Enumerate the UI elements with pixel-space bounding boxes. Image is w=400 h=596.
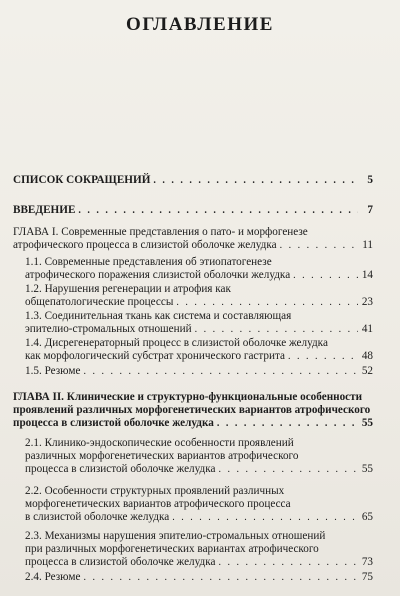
toc-leader-dots (78, 204, 358, 217)
section-title-line: различных морфогенетических вариантов атрофического (25, 450, 299, 462)
toc-page-number: 55 (361, 417, 373, 429)
toc-page-number: 75 (361, 571, 373, 583)
toc-page-number: 65 (361, 511, 373, 523)
toc-leader-dots (153, 174, 358, 187)
section-title-line: процесса в слизистой оболочке желудка (25, 556, 216, 568)
toc-chapter-2[interactable] (13, 391, 373, 430)
toc-section-1-5[interactable] (25, 365, 373, 378)
section-title-line: 2.4. Резюме (25, 571, 81, 583)
toc-section-2-1[interactable] (25, 437, 373, 476)
section-title-line: процесса в слизистой оболочке желудка (25, 463, 216, 475)
toc-entry-abbreviations[interactable] (13, 174, 373, 187)
section-title-line: атрофического поражения слизистой оболочки желудка (25, 269, 291, 281)
toc-section-1-4[interactable] (25, 337, 373, 363)
toc-page-number: 41 (361, 323, 373, 335)
section-title-line: эпителио-стромальных отношений (25, 323, 192, 335)
toc-page-number: 52 (361, 365, 373, 377)
section-title-line: при различных морфогенетических вариантах атрофического (25, 543, 319, 555)
toc-chapter-1[interactable] (13, 226, 373, 252)
section-title-line: 1.4. Дисрегенераторный процесс в слизистой оболочке желудка (25, 337, 328, 349)
toc-section-2-2[interactable] (25, 485, 373, 524)
section-title-line: 1.3. Соединительная ткань как система и составляющая (25, 310, 292, 322)
toc-page-number: 48 (361, 350, 373, 362)
page-title: ОГЛАВЛЕНИЕ (126, 14, 274, 35)
toc-page-number: 14 (361, 269, 373, 281)
section-title-line: в слизистой оболочке желудка (25, 511, 170, 523)
toc-page-number: 73 (361, 556, 373, 568)
toc-section-1-1[interactable] (25, 256, 373, 282)
toc-leader-dots (172, 511, 358, 524)
chapter-title-line: проявлений различных морфогенетических вариантов атрофического (13, 404, 371, 416)
chapter-title-line: ГЛАВА II. Клинические и структурно-функциональные особенности (13, 391, 363, 403)
section-title-line: как морфологический субстрат хронического гастрита (25, 350, 285, 362)
section-title-line: 2.3. Механизмы нарушения эпителио-стромальных отношений (25, 530, 326, 542)
chapter-title-line: процесса в слизистой оболочке желудка (13, 417, 214, 429)
section-title-line: 1.5. Резюме (25, 365, 81, 377)
toc-leader-dots (176, 296, 358, 309)
section-title-line: 1.1. Современные представления об этиопатогенезе (25, 256, 272, 268)
section-title-line: морфогенетических вариантов атрофического процесса (25, 498, 291, 510)
toc-section-2-3[interactable] (25, 530, 373, 569)
chapter-title-line: ГЛАВА I. Современные представления о пато- и морфогенезе (13, 226, 308, 238)
toc-page-number: 55 (361, 463, 373, 475)
toc-leader-dots (195, 323, 358, 336)
section-title-line: 2.2. Особенности структурных проявлений различных (25, 485, 285, 497)
toc-page-number: 11 (362, 239, 373, 251)
toc-page-number: 5 (367, 174, 373, 186)
toc-leader-dots (293, 269, 358, 282)
toc-section-1-2[interactable] (25, 283, 373, 309)
toc-leader-dots (217, 417, 358, 430)
toc-leader-dots (218, 463, 358, 476)
toc-page-number: 7 (367, 204, 373, 216)
toc-leader-dots (83, 365, 358, 378)
section-title-line: 2.1. Клинико-эндоскопические особенности проявлений (25, 437, 294, 449)
toc-leader-dots (218, 556, 358, 569)
toc-leader-dots (83, 571, 358, 584)
toc-page-number: 23 (361, 296, 373, 308)
toc-section-1-3[interactable] (25, 310, 373, 336)
toc-entry-label: ВВЕДЕНИЕ (13, 204, 76, 216)
toc-section-2-4[interactable] (25, 571, 373, 584)
section-title-line: общепатологические процессы (25, 296, 174, 308)
chapter-title-line: атрофического процесса в слизистой оболочке желудка (13, 239, 277, 251)
toc-entry-label: СПИСОК СОКРАЩЕНИЙ (13, 174, 151, 186)
section-title-line: 1.2. Нарушения регенерации и атрофия как (25, 283, 231, 295)
toc-leader-dots (280, 239, 358, 252)
toc-leader-dots (288, 350, 358, 363)
toc-entry-introduction[interactable] (13, 204, 373, 217)
